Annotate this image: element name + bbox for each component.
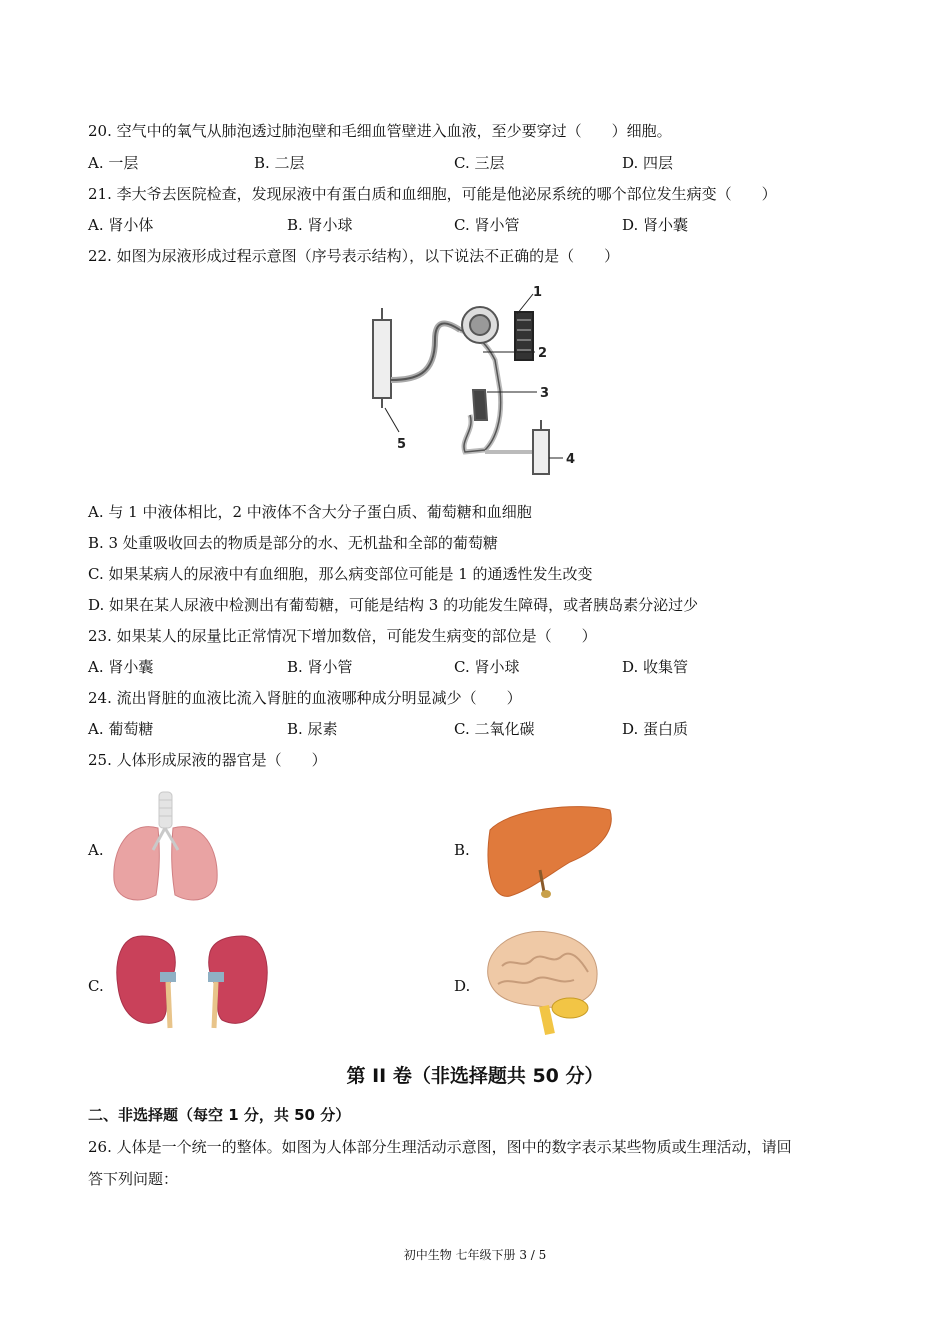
q24-option-c: C. 二氧化碳 [454,720,535,738]
q20-option-a: A. 一层 [88,154,139,172]
kidneys-image [112,932,272,1032]
q25-option-a-label: A. [88,841,104,859]
q25-option-b-label: B. [454,841,470,859]
q24-stem: 24. 流出肾脏的血液比流入肾脏的血液哪种成分明显减少（ ） [88,689,522,707]
q22-option-b: B. 3 处重吸收回去的物质是部分的水、无机盐和全部的葡萄糖 [88,534,498,552]
diagram-label-1: 1 [533,285,543,300]
q24-option-a: A. 葡萄糖 [88,720,154,738]
q25-option-d-label: D. [454,977,471,995]
part2-section-heading: 二、非选择题（每空 1 分，共 50 分） [88,1106,351,1124]
q21-stem: 21. 李大爷去医院检查，发现尿液中有蛋白质和血细胞，可能是他泌尿系统的哪个部位发生病变（ ） [88,185,777,203]
part2-title: 第 II 卷（非选择题共 50 分） [346,1065,604,1087]
q22-option-a: A. 与 1 中液体相比，2 中液体不含大分子蛋白质、葡萄糖和血细胞 [88,503,532,521]
q23-option-d: D. 收集管 [622,658,689,676]
q20-option-d: D. 四层 [622,154,674,172]
q21-option-d: D. 肾小囊 [622,216,689,234]
q23-option-c: C. 肾小球 [454,658,520,676]
q20-stem: 20. 空气中的氧气从肺泡透过肺泡壁和毛细血管壁进入血液，至少要穿过（ ）细胞。 [88,122,672,140]
q20-option-c: C. 三层 [454,154,505,172]
diagram-label-5: 5 [397,437,407,452]
q22-stem: 22. 如图为尿液形成过程示意图（序号表示结构），以下说法不正确的是（ ） [88,247,620,265]
q23-option-a: A. 肾小囊 [88,658,154,676]
q21-option-b: B. 肾小球 [287,216,353,234]
q23-stem: 23. 如果某人的尿量比正常情况下增加数倍，可能发生病变的部位是（ ） [88,627,597,645]
q21-option-a: A. 肾小体 [88,216,154,234]
diagram-label-2: 2 [538,346,548,361]
q22-option-c: C. 如果某病人的尿液中有血细胞，那么病变部位可能是 1 的通透性发生改变 [88,565,593,583]
lungs-image [108,790,223,908]
q24-option-d: D. 蛋白质 [622,720,689,738]
q20-option-b: B. 二层 [254,154,305,172]
q22-option-d: D. 如果在某人尿液中检测出有葡萄糖，可能是结构 3 的功能发生障碍，或者胰岛素分泌过少 [88,596,699,614]
page-footer: 初中生物 七年级下册 3 / 5 [403,1248,547,1262]
q25-stem: 25. 人体形成尿液的器官是（ ） [88,751,327,769]
q25-option-c-label: C. [88,977,104,995]
q23-option-b: B. 肾小管 [287,658,353,676]
diagram-label-3: 3 [540,386,550,401]
nephron-diagram [365,280,590,480]
q26-stem-line2: 答下列问题： [88,1170,179,1188]
q24-option-b: B. 尿素 [287,720,338,738]
q26-stem-line1: 26. 人体是一个统一的整体。如图为人体部分生理活动示意图，图中的数字表示某些物质或生理活动，请回 [88,1138,792,1156]
liver-image [480,800,616,906]
diagram-label-4: 4 [566,452,576,467]
brain-image [478,926,606,1038]
q21-option-c: C. 肾小管 [454,216,520,234]
